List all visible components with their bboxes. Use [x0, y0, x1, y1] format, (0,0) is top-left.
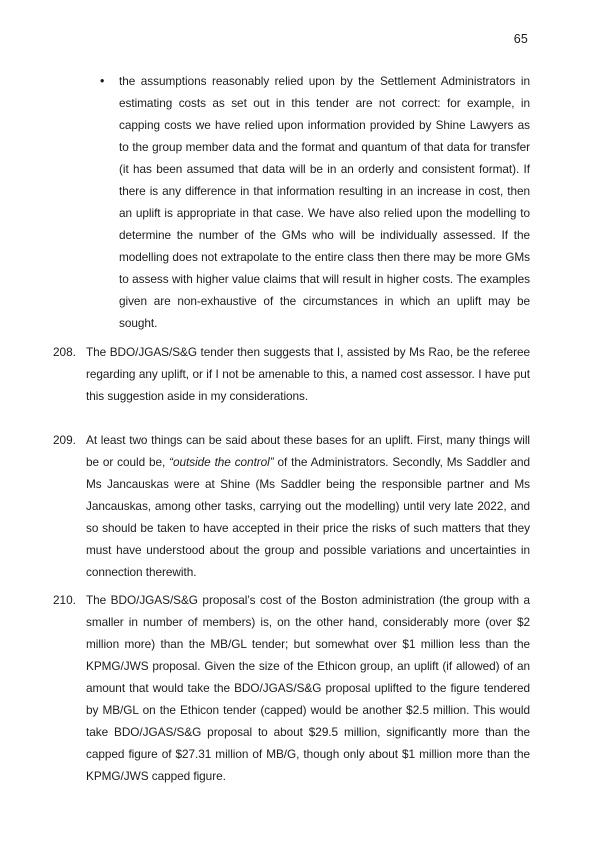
page-number: 65 — [513, 32, 528, 46]
paragraph-208 — [53, 341, 530, 407]
quoted-phrase: “outside the control” — [169, 455, 274, 469]
paragraph-text: The BDO/JGAS/S&G proposal’s cost of the Boston administration (the group with a smaller in number of members) is, on the other hand, considerably more (over $2 million more) than the MB/GL tender; but somewhat over $1 million less than the KPMG/JWS proposal. Given the size of the Ethicon group, an uplift (if allowed) of an amount that would take the BDO/JGAS/S&G proposal uplifted to the figure tendered by MB/GL on the Ethicon tender (capped) would be another $2.5 million. This would take BDO/JGAS/S&G proposal to about $29.5 million, significantly more than the capped figure of $27.31 million of MB/G, though only about $1 million more than the KPMG/JWS capped figure. — [86, 593, 530, 783]
paragraph-text-part: At least two things can be said about these bases for an uplift. First, many things will be or could be, — [86, 433, 530, 469]
bullet-icon: • — [100, 74, 105, 88]
paragraph-209 — [53, 429, 530, 583]
paragraph-text: The BDO/JGAS/S&G tender then suggests that I, assisted by Ms Rao, be the referee regarding any uplift, or if I not be amenable to this, a named cost assessor. I have put this suggestion aside in my considerations. — [86, 345, 530, 403]
paragraph-text-part: of the Administrators. Secondly, Ms Saddler and Ms Jancauskas were at Shine (Ms Saddler being the responsible partner and Ms Jancauskas, among other tasks, carrying out the modelling) until very late 2022, and so should be taken to have accepted in their price the risks of such matters that they must have understood about the group and possible variations and uncertainties in connection therewith. — [86, 455, 530, 579]
paragraph-text — [86, 429, 530, 583]
paragraph-number: 210. — [53, 593, 76, 607]
bullet-list-item — [100, 70, 530, 334]
bullet-text: the assumptions reasonably relied upon by the Settlement Administrators in estimating costs as set out in this tender are not correct: for example, in capping costs we have relied upon information provided by Shine Lawyers as to the group member data and the format and quantum of that data for transfer (it has been assumed that data will be in an orderly and consistent format). If there is any difference in that information resulting in an increase in cost, then an uplift is appropriate in that case. We have also relied upon the modelling to determine the number of the GMs who will be individually assessed. If the modelling does not extrapolate to the entire class then there may be more GMs to assess with higher value claims that will result in higher costs. The examples given are non-exhaustive of the circumstances in which an uplift may be sought. — [119, 74, 530, 330]
paragraph-number: 208. — [53, 345, 76, 359]
paragraph-number: 209. — [53, 433, 76, 447]
paragraph-210 — [53, 589, 530, 787]
